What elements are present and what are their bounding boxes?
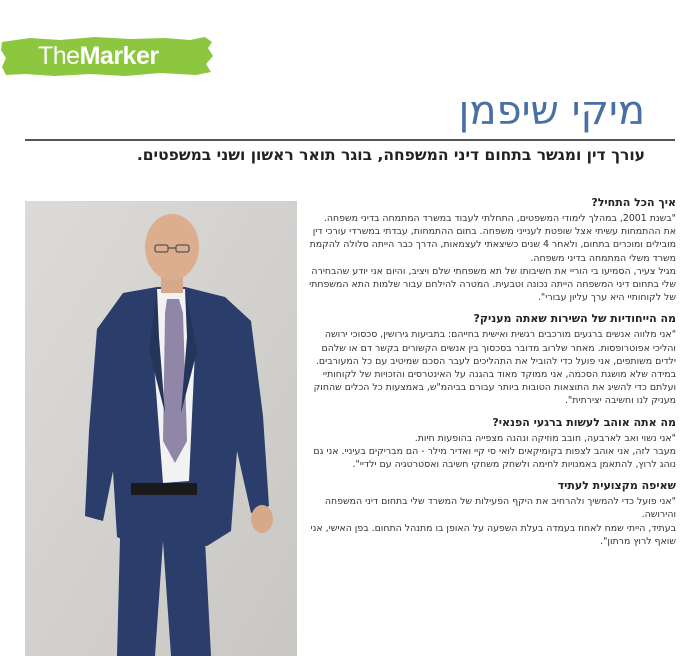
section-paragraph: "אני מלווה אנשים ברגעים מורכבים רגשית ואישית בחייהם: בתביעות גירושין, סכסוכי ירושה והליכי אפוטרופסות. מאחר שלרוב מדובר בסכסוך בין אנשים הקשורים בקשר דם או שלהם ילדים משותפים, אני פועל כדי להוביל את התהליכים לעבר הסכם שמיטיב עם כל המעורבים. במידה שלא מושגת הסכמה, אני ממוקד מאוד בהגנה על האינטרסים והזכויות של לקוחותיי ועלתם כדי להשיג את התוצאות הטובות ביותר עבורם בביהמ"ש, באמצעות כל הכלים שהחוק מעניק לנו וחשיבה יצירתית". <box>313 329 676 407</box>
portrait-photo <box>25 201 297 656</box>
section-question: איך הכל התחיל? <box>591 196 676 209</box>
qa-section <box>306 479 676 548</box>
section-paragraph: "אני נשוי ואב לארבעה, חובב מוזיקה ונהנה מצפייה בהופעות חיות. <box>414 432 676 444</box>
section-paragraph: "אני פועל כדי להמשיך ולהרחיב את היקף הפעילות של המשרד שלי בתחום דיני המשפחה והירושה. <box>324 496 676 521</box>
themarker-logo <box>0 34 215 78</box>
section-question: מה הייחודיות של השירות שאתה מעניק? <box>473 312 676 326</box>
qa-section <box>306 416 676 472</box>
man-in-suit-illustration <box>25 201 297 656</box>
article-body <box>306 196 676 556</box>
page-subtitle: עורך דין ומגשר בתחום דיני המשפחה, בוגר תואר ראשון ושני במשפטים. <box>136 146 645 164</box>
title-divider <box>25 139 675 141</box>
qa-section <box>306 196 676 304</box>
section-paragraph: מגיל צעיר, הסמיעו בי הוריי את חשיבותו של תא משפחתי שלם ויציב, והיום אני יודע שהבחירה שלי בתחום דיני המשפחה הייתה נכונה וטבעית. המטרה להילחם עבור שלמות התא המשפחתי של לקוחותיי היא ערך עליון עבורי". <box>309 265 676 304</box>
section-question: מה אתה אוהב לעשות ברגעי הפנאי? <box>492 415 676 429</box>
section-paragraph: מעבר לזה, אני אוהב לצפות בקומיקאים לואי סי קיי ואדיר מילר - הם מבריקים בעיניי. אני גם נוהג לרוץ, להתאמן באמנויות לחימה ולשחק משחקי חשיבה ואסטרטגיה עם ילדיי". <box>313 445 676 471</box>
section-paragraph: בעתיד, הייתי שמח לאחוז בעמדה בעלת השפעה על האופן בו מתנהל התחום. בפן האישי, אני שואף לרוץ מרתון". <box>310 522 676 547</box>
page-title: מיקי שיפמן <box>458 88 645 134</box>
section-paragraph: את ההתמחות עשיתי אצל שופטת לענייני משפחה. בתום ההתמחות, עבדתי במשרדי עורכי דין מובילים ומוכרים בתחום, ולאחר 4 שנים כשיצאתי לעצמאות, הדרך כבר הייתה סלולה להקמת משרד משלי המתמחה בדיני משפחה. <box>309 226 676 264</box>
qa-section <box>306 312 676 407</box>
section-question: שאיפה מקצועית לעתיד <box>557 479 676 493</box>
logo-wordmark <box>38 42 159 71</box>
logo-text-marker: Marker <box>79 42 159 70</box>
logo-text-the: The <box>38 42 80 70</box>
section-paragraph: "בשנת 2001, במהלך לימודי המשפטים, התחלתי לעבוד במשרד המתמחה בדיני משפחה. <box>323 213 676 224</box>
